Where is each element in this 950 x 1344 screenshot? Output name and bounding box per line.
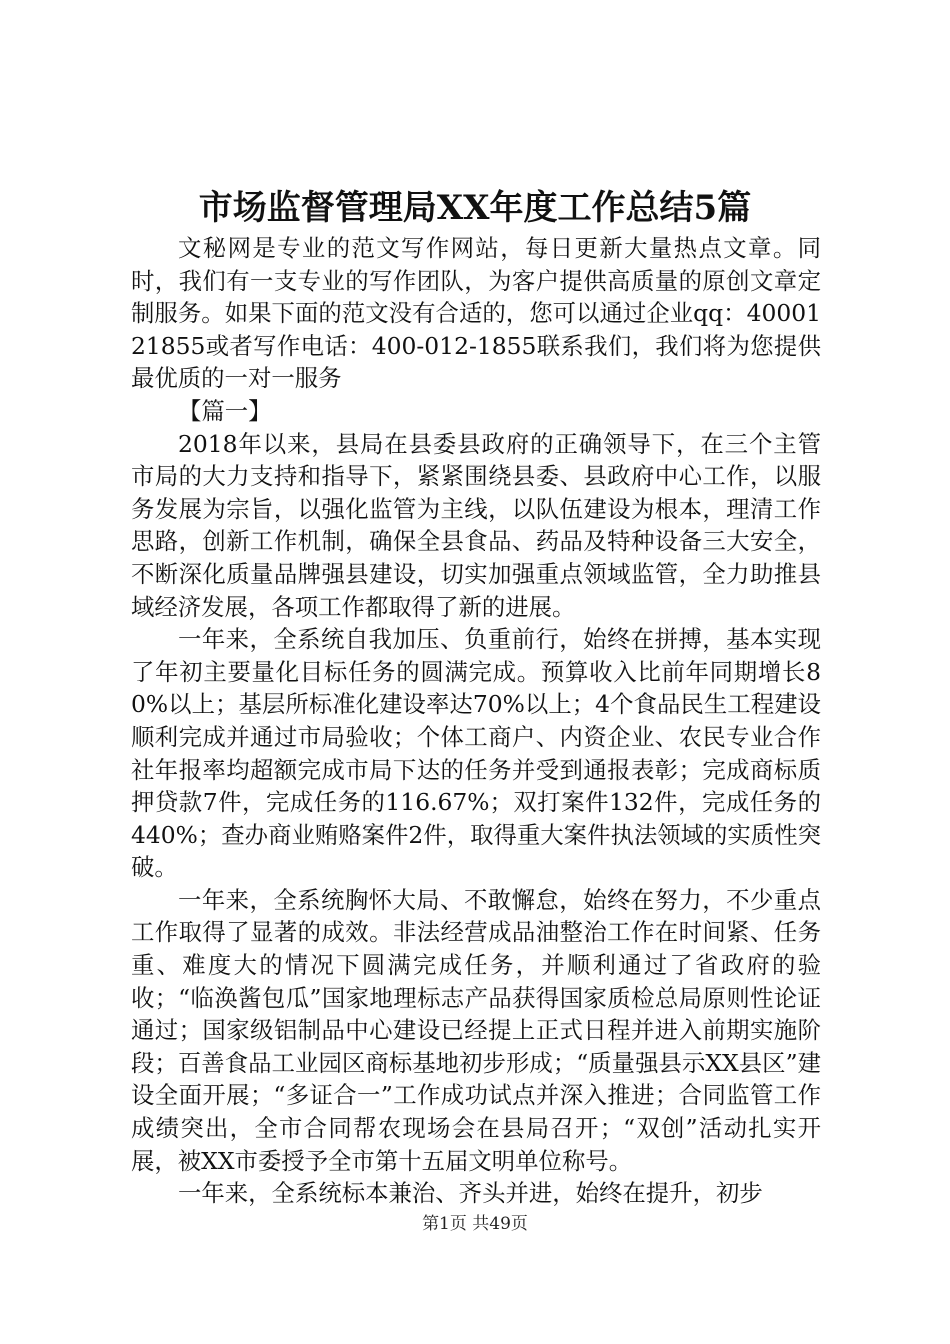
body-paragraph: 一年来，全系统胸怀大局、不敢懈怠，始终在努力，不少重点工作取得了显著的成效。非法经营成品油整治工作在时间紧、任务重、难度大的情况下圆满完成任务，并顺利通过了省政府的验收；“临涣酱包瓜”国家地理标志产品获得国家质检总局原则性论证通过；国家级铝制品中心建设已经提上正式日程并进入前期实施阶段；百善食品工业园区商标基地初步形成；“质量强县示XX县区”建设全面开展；“多证合一”工作成功试点并深入推进；合同监管工作成绩突出，全市合同帮农现场会在县局召开；“双创”活动扎实开展，被XX市委授予全市第十五届文明单位称号。 <box>131 885 821 1175</box>
section-heading: 【篇一】 <box>178 396 272 425</box>
document-body <box>131 232 821 1210</box>
intro-paragraph: 文秘网是专业的范文写作网站，每日更新大量热点文章。同时，我们有一支专业的写作团队，为客户提供高质量的原创文章定制服务。如果下面的范文没有合适的，您可以通过企业qq：4000121855或者写作电话：400-012-1855联系我们，我们将为您提供最优质的一对一服务 <box>131 234 821 393</box>
document-title: 市场监督管理局XX年度工作总结5篇 <box>198 188 752 228</box>
body-paragraph: 2018年以来，县局在县委县政府的正确领导下，在三个主管市局的大力支持和指导下，紧紧围绕县委、县政府中心工作，以服务发展为宗旨，以强化监管为主线，以队伍建设为根本，理清工作思路，创新工作机制，确保全县食品、药品及特种设备三大安全，不断深化质量品牌强县建设，切实加强重点领域监管，全力助推县域经济发展，各项工作都取得了新的进展。 <box>131 429 821 621</box>
page-number-footer: 第1页 共49页 <box>422 1214 528 1234</box>
body-paragraph: 一年来，全系统自我加压、负重前行，始终在拼搏，基本实现了年初主要量化目标任务的圆满完成。预算收入比前年同期增长80%以上；基层所标准化建设率达70%以上；4个食品民生工程建设顺利完成并通过市局验收；个体工商户、内资企业、农民专业合作社年报率均超额完成市局下达的任务并受到通报表彰；完成商标质押贷款7件，完成任务的116.67%；双打案件132件，完成任务的440%；查办商业贿赂案件2件，取得重大案件执法领域的实质性突破。 <box>131 625 821 882</box>
body-paragraph: 一年来，全系统标本兼治、齐头并进，始终在提升，初步 <box>178 1179 763 1208</box>
